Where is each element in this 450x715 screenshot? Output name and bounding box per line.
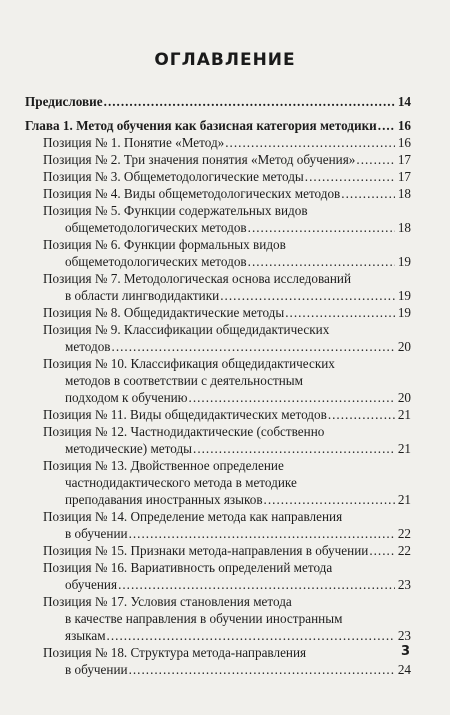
dot-leader [118,576,395,593]
toc-entry-row [43,168,411,185]
dot-leader [369,542,395,559]
toc-entry-line: в качестве направления в обучении иностранным [65,611,343,626]
dot-leader [356,151,395,168]
toc-entry [25,406,411,423]
toc-entry [25,559,411,593]
toc-entry-row [43,440,411,457]
toc-entry-title: Позиция № 8. Общедидактические методы [43,305,285,320]
toc-entry [25,321,411,355]
toc-entry-row [43,253,411,270]
toc-entry-page: 23 [397,628,411,643]
dot-leader [220,287,395,304]
toc-entry [25,270,411,304]
toc-entry [25,134,411,151]
toc-entry-line: Позиция № 14. Определение метода как направления [43,509,343,524]
toc-entry-page: 22 [397,526,411,541]
page-number: 3 [401,644,411,659]
toc-entry-page: 18 [397,186,411,201]
toc-entry [25,185,411,202]
toc-entry [25,236,411,270]
toc-entry-page: 21 [397,407,411,422]
toc-entry-row [43,185,411,202]
toc-entry-row [43,151,411,168]
toc-entry-page: 18 [397,220,411,235]
dot-leader [328,406,395,423]
dot-leader [341,185,395,202]
toc-entry [25,355,411,406]
toc-entry-page: 21 [397,441,411,456]
dot-leader [189,389,395,406]
toc-entry-page: 16 [397,135,411,150]
toc-entry-row [43,576,411,593]
toc-entry-row [25,117,411,134]
toc-entry-row [43,661,411,678]
toc-entry-row [43,491,411,508]
toc-entry-line: Позиция № 12. Частнодидактические (собственно [43,424,325,439]
toc-entry-page: 19 [397,288,411,303]
toc-entry-page: 17 [397,152,411,167]
toc-entry-row [43,542,411,559]
toc-entry-title: Предисловие [25,94,103,109]
dot-leader [378,117,395,134]
toc-entry-title: подходом к обучению [65,390,188,405]
toc-entry-title: в области лингводидактики [65,288,220,303]
toc-entry-title: в обучении [65,662,128,677]
toc-entry [25,168,411,185]
toc-entry [25,117,411,134]
toc-entry-title: Глава 1. Метод обучения как базисная категория методики [25,118,377,133]
dot-leader [104,93,395,110]
toc-entry [25,542,411,559]
toc-entry [25,151,411,168]
toc-entry-page: 22 [397,543,411,558]
toc-entry-page: 21 [397,492,411,507]
toc-entry-line: Позиция № 17. Условия становления метода [43,594,292,609]
toc-entry-title: Позиция № 15. Признаки метода-направления в обучении [43,543,369,558]
toc-entry-title: языкам [65,628,106,643]
toc-entry [25,644,411,678]
toc-entry-row [43,219,411,236]
toc-entry-line: Позиция № 9. Классификации общедидактических [43,322,330,337]
toc-entry-title: Позиция № 3. Общеметодологические методы [43,169,304,184]
toc-entry-title: общеметодологических методов [65,254,247,269]
toc-entry [25,304,411,321]
dot-leader [285,304,395,321]
dot-leader [225,134,395,151]
toc-entry-row [43,338,411,355]
toc-entry-title: Позиция № 11. Виды общедидактических методов [43,407,327,422]
dot-leader [248,253,395,270]
toc-entry-line: Позиция № 10. Классификация общедидактических [43,356,335,371]
toc-entry-title: методические) методы [65,441,193,456]
toc-entry-row [43,525,411,542]
toc-entry-row [43,389,411,406]
toc-entry-row [43,134,411,151]
toc-entry-page: 19 [397,305,411,320]
table-of-contents [25,93,411,678]
toc-entry-title: преподавания иностранных языков [65,492,263,507]
toc-entry-page: 23 [397,577,411,592]
toc-entry-row [25,93,411,110]
toc-entry-line: методов в соответствии с деятельностным [65,373,304,388]
dot-leader [129,525,395,542]
dot-leader [112,338,395,355]
toc-entry-line: Позиция № 18. Структура метода-направления [43,645,307,660]
toc-entry [25,593,411,644]
toc-entry-page: 17 [397,169,411,184]
toc-entry-title: методов [65,339,111,354]
toc-entry-line: Позиция № 5. Функции содержательных видов [43,203,308,218]
toc-entry [25,202,411,236]
toc-entry-line: Позиция № 6. Функции формальных видов [43,237,286,252]
toc-entry-row [43,304,411,321]
toc-entry-title: в обучении [65,526,128,541]
dot-leader [248,219,395,236]
dot-leader [129,661,395,678]
toc-entry-title: Позиция № 2. Три значения понятия «Метод обучения» [43,152,356,167]
toc-entry-title: Позиция № 4. Виды общеметодологических методов [43,186,341,201]
toc-entry [25,93,411,110]
toc-entry-line: Позиция № 16. Вариативность определений метода [43,560,333,575]
toc-entry-title: общеметодологических методов [65,220,247,235]
toc-entry-page: 16 [397,118,411,133]
toc-entry-row [43,627,411,644]
toc-entry-page: 20 [397,339,411,354]
toc-entry-title: обучения [65,577,118,592]
toc-entry-row [43,287,411,304]
toc-entry-page: 20 [397,390,411,405]
page-title: ОГЛАВЛЕНИЕ [154,50,296,70]
toc-entry [25,508,411,542]
toc-entry-page: 24 [397,662,411,677]
dot-leader [107,627,395,644]
toc-entry-page: 14 [397,94,411,109]
toc-entry [25,457,411,508]
toc-entry-page: 19 [397,254,411,269]
toc-entry-line: Позиция № 13. Двойственное определение [43,458,284,473]
toc-entry [25,423,411,457]
toc-entry-row [43,406,411,423]
toc-entry-line: Позиция № 7. Методологическая основа исследований [43,271,352,286]
dot-leader [264,491,395,508]
dot-leader [193,440,395,457]
toc-entry-line: частнодидактического метода в методике [65,475,297,490]
dot-leader [305,168,395,185]
toc-entry-title: Позиция № 1. Понятие «Метод» [43,135,225,150]
